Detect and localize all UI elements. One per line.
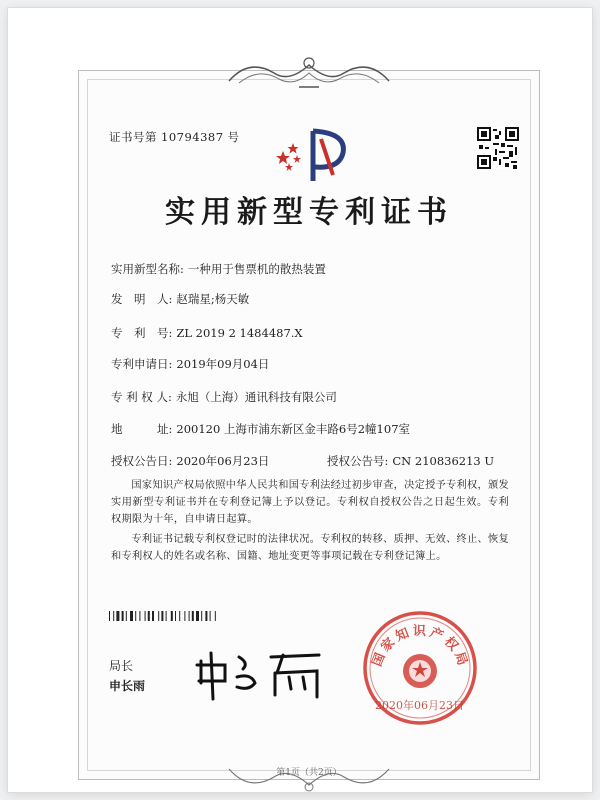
field-label: 授权公告号:	[327, 454, 389, 468]
field-patent-number	[111, 325, 303, 341]
field-label: 地 址:	[111, 422, 173, 436]
field-value: 一种用于售票机的散热装置	[187, 262, 326, 276]
qr-code-icon	[477, 127, 519, 169]
certificate-number	[109, 129, 240, 145]
seal-text: 国家知识产权局	[369, 623, 471, 671]
field-utility-model-name	[111, 261, 326, 277]
field-grant-announce-date	[111, 453, 269, 469]
field-application-date	[111, 356, 269, 372]
photo-frame	[8, 8, 592, 792]
certificate-number-label: 证书号第	[109, 130, 157, 144]
page-number: 第1页（共2页）	[276, 768, 342, 778]
field-label: 专 利 权 人:	[111, 390, 172, 404]
field-value: 2019年09月04日	[176, 357, 270, 371]
patent-certificate	[78, 70, 540, 780]
seal-date: 2020年06月23日	[375, 699, 464, 712]
chief-name: 申长雨	[109, 679, 146, 693]
field-value: ZL 2019 2 1484487.X	[176, 326, 303, 340]
field-value: 永旭（上海）通讯科技有限公司	[175, 390, 337, 404]
field-patentee	[111, 389, 337, 405]
field-value: CN 210836213 U	[392, 454, 495, 468]
field-label: 实用新型名称:	[111, 262, 184, 276]
field-inventor	[111, 291, 249, 307]
field-value: 2020年06月23日	[176, 454, 270, 468]
top-ornament-icon	[219, 53, 399, 91]
certificate-paragraph-2: 专利证书记载专利权登记时的法律状况。专利权的转移、质押、无效、终止、恢复和专利权人的姓名或名称、国籍、地址变更等事项记载在专利登记簿上。	[111, 534, 509, 562]
field-label: 专利申请日:	[111, 357, 173, 371]
field-label: 授权公告日:	[111, 454, 173, 468]
signature-icon	[191, 643, 331, 703]
certificate-paragraph-1: 国家知识产权局依照中华人民共和国专利法经过初步审查，决定授予专利权，颁发实用新型专利证书并在专利登记簿上予以登记。专利权自授权公告之日起生效。专利权期限为十年，自申请日起算。	[111, 480, 509, 525]
field-label: 专 利 号:	[111, 326, 173, 340]
field-label: 发 明 人:	[111, 292, 173, 306]
certificate-number-value: 10794387	[161, 130, 224, 144]
field-value: 赵瑞星;杨天敏	[176, 292, 250, 306]
barcode-icon	[109, 611, 269, 621]
certificate-title: 实用新型专利证书	[165, 195, 453, 230]
chief-title: 局长	[109, 659, 134, 673]
cnipa-logo-icon	[275, 123, 357, 185]
certificate-number-suffix: 号	[227, 130, 240, 144]
field-grant-announce-number	[327, 453, 494, 469]
field-value: 200120 上海市浦东新区金丰路6号2幢107室	[176, 422, 411, 436]
field-address	[111, 421, 410, 437]
